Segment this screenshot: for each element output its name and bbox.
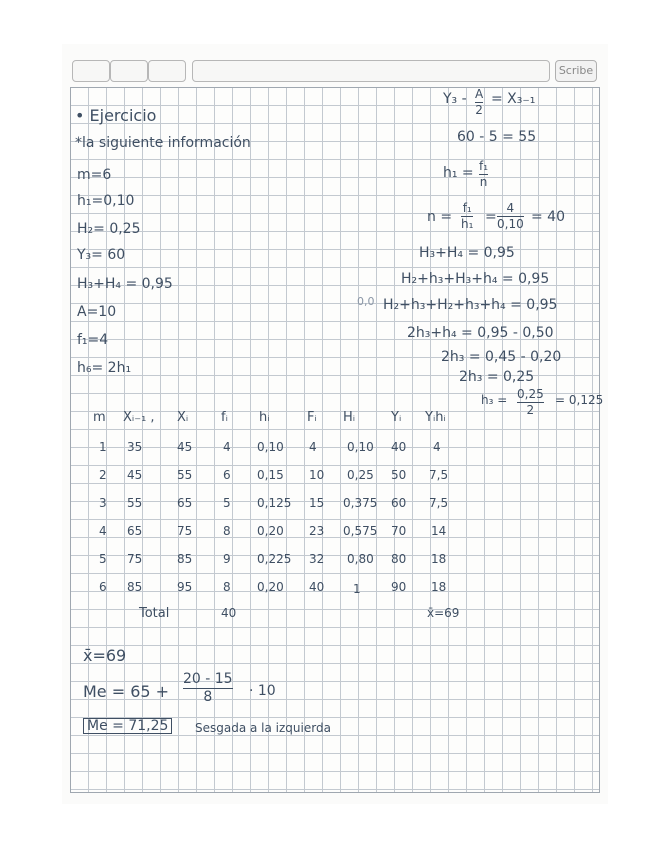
table-cell: 35 (127, 440, 143, 454)
table-cell: 55 (127, 496, 143, 510)
eq-h1-den: n (479, 174, 488, 189)
table-cell: 0,80 (347, 552, 374, 566)
eq-y3-frac (475, 88, 483, 116)
eq-n-right: = 40 (531, 209, 565, 225)
eq-h3-frac (517, 388, 544, 416)
table-cell: 0,225 (257, 552, 292, 566)
scribe-button[interactable]: Scribe (555, 60, 597, 82)
given-H3H4: H₃+H₄ = 0,95 (77, 276, 173, 292)
table-cell: 8 (223, 524, 231, 538)
mean-result: x̄=69 (83, 646, 127, 665)
table-cell: 5 (99, 552, 107, 566)
mean-value-table: x̄=69 (427, 606, 460, 620)
table-cell: 6 (99, 580, 107, 594)
eq-H3H4: H₃+H₄ = 0,95 (419, 245, 515, 261)
table-header-Hi: Hᵢ (343, 410, 356, 425)
median-num: 20 - 15 (183, 671, 233, 687)
table-cell: 23 (309, 524, 325, 538)
table-cell: 18 (431, 552, 447, 566)
table-cell: 3 (99, 496, 107, 510)
eq-n-left: n = (427, 209, 453, 225)
table-cell: 6 (223, 468, 231, 482)
eq-n-den2: 0,10 (497, 216, 524, 231)
eq-n-frac1 (461, 202, 473, 230)
eq-2h3-3: 2h₃ = 0,25 (459, 369, 535, 385)
table-cell: 85 (127, 580, 143, 594)
table-header-fi: fᵢ (221, 410, 228, 425)
header-bar (72, 60, 598, 84)
table-header-yihi: Yᵢhᵢ (425, 410, 446, 425)
exercise-subtitle: *la siguiente información (75, 135, 251, 151)
table-cell: 4 (309, 440, 317, 454)
total-value: 40 (221, 606, 237, 620)
table-cell: 4 (99, 524, 107, 538)
eq-2h3-1: 2h₃+h₄ = 0,95 - 0,50 (407, 325, 554, 341)
table-header-Fi: Fᵢ (307, 410, 317, 425)
table-cell: 8 (223, 580, 231, 594)
median-formula-left: Me = 65 + (83, 682, 170, 701)
eq-y3-den: 2 (475, 102, 483, 117)
table-cell: 40 (391, 440, 407, 454)
eq-h3-num: 0,25 (517, 387, 544, 401)
table-cell: 1 (353, 582, 361, 596)
table-cell: 85 (177, 552, 193, 566)
table-cell: 80 (391, 552, 407, 566)
table-cell: 75 (127, 552, 143, 566)
table-cell: 4 (223, 440, 231, 454)
table-cell: 14 (431, 524, 447, 538)
table-cell: 45 (177, 440, 193, 454)
median-formula-right: · 10 (249, 683, 276, 699)
table-cell: 65 (127, 524, 143, 538)
given-m: m=6 (77, 167, 112, 183)
header-box-2 (110, 60, 148, 82)
table-cell: 75 (177, 524, 193, 538)
table-header-hi: hᵢ (259, 410, 270, 425)
eq-h1-left: h₁ = (443, 165, 474, 181)
given-h1: h₁=0,10 (77, 193, 135, 209)
eq-expand-1: H₂+h₃+H₃+h₄ = 0,95 (401, 271, 550, 287)
table-cell: 10 (309, 468, 325, 482)
header-box-3 (148, 60, 186, 82)
median-frac (183, 672, 233, 704)
exercise-title: • Ejercicio (75, 106, 157, 125)
table-cell: 18 (431, 580, 447, 594)
table-cell: 0,20 (257, 580, 284, 594)
median-result: Me = 71,25 (83, 718, 172, 734)
table-cell: 0,125 (257, 496, 292, 510)
table-cell: 0,575 (343, 524, 378, 538)
given-A: A=10 (77, 304, 117, 320)
total-label: Total (139, 606, 170, 621)
eq-h1-num: f₁ (479, 159, 489, 173)
table-cell: 0,10 (347, 440, 374, 454)
eq-h3-right: = 0,125 (555, 393, 604, 407)
eq-60-5: 60 - 5 = 55 (457, 129, 537, 145)
eq-note: 0,0 (357, 295, 375, 308)
table-header-m: m (93, 410, 106, 425)
given-H2: H₂= 0,25 (77, 221, 141, 237)
table-cell: 15 (309, 496, 325, 510)
given-Y3: Y₃= 60 (77, 247, 126, 263)
table-cell: 7,5 (429, 496, 449, 510)
table-cell: 0,20 (257, 524, 284, 538)
eq-expand-2: H₂+h₃+H₂+h₃+h₄ = 0,95 (383, 297, 558, 313)
table-header-xi: Xᵢ (177, 410, 189, 425)
table-cell: 2 (99, 468, 107, 482)
eq-h1-frac (479, 160, 488, 188)
table-cell: 0,15 (257, 468, 284, 482)
table-cell: 32 (309, 552, 325, 566)
table-cell: 45 (127, 468, 143, 482)
eq-y3-right: = X₃₋₁ (491, 91, 536, 107)
table-cell: 1 (99, 440, 107, 454)
eq-n-frac2 (497, 202, 524, 230)
eq-h3-den: 2 (526, 402, 535, 417)
table-cell: 5 (223, 496, 231, 510)
table-cell: 4 (433, 440, 441, 454)
table-cell: 60 (391, 496, 407, 510)
table-cell: 90 (391, 580, 407, 594)
table-cell: 50 (391, 468, 407, 482)
eq-2h3-2: 2h₃ = 0,45 - 0,20 (441, 349, 562, 365)
grid-paper (70, 87, 604, 793)
given-f1: f₁=4 (77, 332, 109, 348)
eq-n-num1: f₁ (462, 201, 472, 215)
eq-y3-left: Y₃ - (443, 91, 467, 107)
table-cell: 95 (177, 580, 193, 594)
table-cell: 55 (177, 468, 193, 482)
given-h6: h₆= 2h₁ (77, 360, 132, 376)
median-den: 8 (203, 688, 213, 705)
header-box-1 (72, 60, 110, 82)
table-cell: 40 (309, 580, 325, 594)
table-cell: 0,10 (257, 440, 284, 454)
header-input[interactable] (192, 60, 550, 82)
table-cell: 70 (391, 524, 407, 538)
table-header-xi-1: Xᵢ₋₁ , (123, 410, 155, 425)
median-note: Sesgada a la izquierda (195, 721, 331, 735)
eq-y3-num: A (475, 87, 484, 101)
eq-n-eq: = (485, 209, 497, 225)
table-header-yi: Yᵢ (391, 410, 402, 425)
table-cell: 7,5 (429, 468, 449, 482)
eq-h3-left: h₃ = (481, 393, 508, 407)
table-cell: 9 (223, 552, 231, 566)
table-cell: 0,25 (347, 468, 374, 482)
table-cell: 0,375 (343, 496, 378, 510)
table-cell: 65 (177, 496, 193, 510)
eq-n-den1: h₁ (461, 216, 474, 231)
eq-n-num2: 4 (506, 201, 515, 215)
